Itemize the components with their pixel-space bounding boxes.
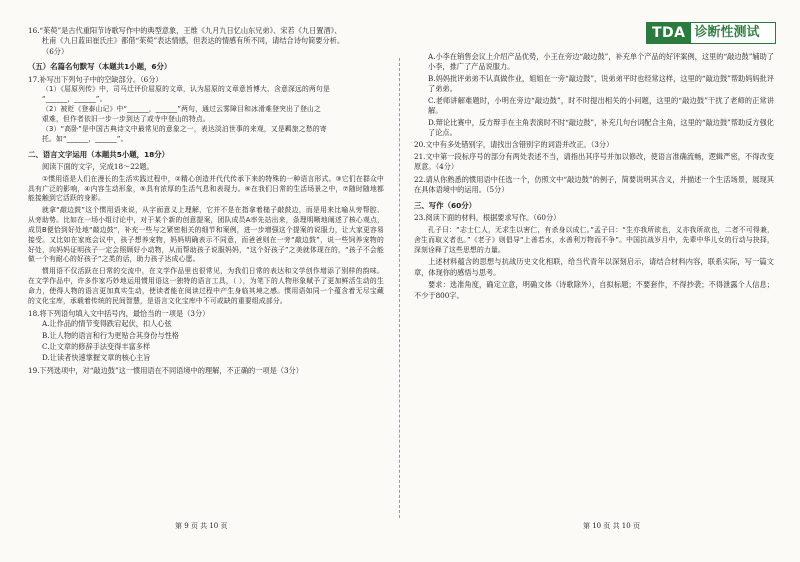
section-2-heading: 二、语言文字运用（本题共5小题，18分） (28, 149, 170, 159)
question-18 (28, 309, 384, 364)
badge-title: 诊断性测试 (694, 25, 760, 40)
q18-option-d: D.让读者快速掌握文章的核心主旨 (42, 353, 151, 363)
tda-logo: TDA (647, 23, 691, 43)
page-number-right: 第 10 页 共 10 页 (583, 522, 640, 530)
q17-s3a: （3）“高卧”是中国古典诗文中最常见的意象之一，表达淡泊世事的来观，又是羁旅之愁的寄 (42, 124, 327, 133)
question-20: 20.文中有多处错别字，请找出含错别字的词语并改正。（3分） (414, 139, 614, 149)
q16-line1: 16.“茱萸”是古代重阳节诗歌写作中的典型意象，王维《九月九日忆山东兄弟》、宋若《九日置酒》、 (28, 26, 342, 35)
writing-material: 孔子曰：“志士仁人，无求生以害仁，有杀身以成仁。”孟子曰：“生亦我所欲也，义亦我所欲也，二者不可得兼，舍生而取义者也。”《老子》则倡导“上善若水，水善利万物而不争”。中国抗战岁月中，先辈中华儿女的行动与抉择，深刻诠释了这些思想的力量。 (414, 225, 774, 254)
question-21: 21.文中第一段标序号的部分有两处表述不当，请指出其序号并加以修改，使语言准确流畅，逻辑严密，不得改变原意。（4分） (414, 151, 774, 172)
section-5-heading: （五）名篇名句默写（本题共1小题，6分） (28, 62, 172, 72)
writing-requirements: 要求：选准角度，确定立意，明确文体（诗歌除外），自拟标题；不要套作，不得抄袭；不得泄露个人信息；不少于800字。 (414, 280, 774, 300)
q19-option-d: D.辩论比赛中，反方辩手在主角表演时不时“敲边鼓”，补充几句台词配合主角，这里的“敲边鼓”帮助反方强化了论点。 (428, 117, 774, 138)
section-3-heading: 三、写作（60分） (414, 200, 477, 210)
q17-s3b: 托。如“______，______”。 (42, 134, 128, 143)
question-19: 19.下列选项中，对“敲边鼓”这一惯用语在不同语境中的理解，不正确的一项是（3分） (28, 365, 303, 375)
q18-option-a: A.让作品的情节变得跌宕起伏，扣人心弦 (42, 319, 172, 329)
question-22: 22.请从你熟悉的惯用语中任选一个，仿照文中“敲边鼓”的例子，简要说明其含义，并描述一个生活场景，展现其在具体语境中的运用。（5分） (414, 174, 774, 195)
q17-s2b: 艰难，但作者依旧一步一步到达了或寺中登山的特点。 (42, 115, 210, 124)
q17-stem: 17.补写出下列句子中的空缺部分。（6分） (28, 75, 163, 85)
q17-s1b: “______，______”。 (42, 95, 107, 104)
q19-option-a: A.小李在销售会议上介绍产品优势，小王在旁边“敲边鼓”，补充单个产品的好评案例，这里的“敲边鼓”辅助了小李，推广了产品说服力。 (428, 52, 774, 72)
column-divider (399, 58, 400, 518)
q18-option-c: C.让文章的修辞手法变得丰富多样 (42, 342, 151, 351)
tda-badge (646, 22, 776, 44)
question-16 (28, 26, 384, 57)
question-23: 23.阅读下面的材料，根据要求写作。（60分） (414, 213, 561, 223)
left-column (28, 26, 384, 378)
q19-option-c: C.老师讲解难题时，小明在旁边“敲边鼓”，时不时提出相关的小问题，这里的“敲边鼓”干扰了老师的正常讲解。 (428, 95, 774, 116)
passage-paragraph-2: 就拿“敲边鼓”这个惯用语来说，从字面意义上理解，它并不是在指拿着槌子敲鼓边，而是用来比喻从旁帮腔、从旁助势。比如在一场小组讨论中，对于某个新的创意提案，团队成员A率先站出来，条理明晰地阐述了核心观点，成员B便恰到好处地“敲边鼓”，补充一些与之紧密相关的细节和案例，进一步增强这个提案的说服力，让大家更容易接受。又比如在家庭会议中，孩子想养宠物，妈妈明确表示不同意，而爸爸则在一旁“敲边鼓”，说一些饲养宠物的好处，向妈妈证明孩子一定会照顾好小动物，从而帮助孩子说服妈妈，“这个好孩子”之美就体现在的，“孩子不会能做一个有耐心的好孩子”之类的话，助力孩子达成心愿。 (28, 206, 384, 264)
q16-line2: 杜甫《九日蓝田崔氏庄》都借“茱萸”表达情感，但表达的情感有所不同，请结合诗句简要分析。 (42, 36, 345, 46)
q17-s2a: （2）被贬《登泰山记》中“______，______”两句，通过云雾障目和冰滑难登突出了登山之 (42, 105, 322, 114)
page-number-left: 第 9 页 共 10 页 (175, 522, 228, 530)
passage-paragraph-3: 惯用语不仅活跃在日常的交流中，在文学作品里也很常见，为我们日常的表达和文学创作增添了别样的韵味。在文学作品中，许多作家巧妙地运用惯用语这一独特的语言工具，（ ），为笔下的人物形象赋予了更加鲜活生动的生命力，使得人物的语言更加真实生动，使读者能在阅读过程中产生身临其境之感。惯用语如同一个蕴含着无尽宝藏的文化宝库，承载着传统的民间智慧，是语言文化宝库中不可或缺的重要组成部分。 (28, 267, 384, 305)
reading-instruction: 阅读下面的文字，完成18～22题。 (42, 162, 154, 172)
q18-option-b: B.让人物的语言和行为更贴合其身份与性格 (42, 330, 179, 340)
right-column (414, 52, 774, 303)
question-17 (28, 75, 384, 145)
writing-task: 上述材料蕴含的思想与抗战历史文化相联，给当代青年以深刻启示，请结合材料内容，联系实际，写一篇文章，体现你的感悟与思考。 (414, 257, 774, 277)
q18-stem: 18.将下列语句填入文中括号内，最恰当的一项是（3分） (28, 308, 210, 318)
q19-option-b: B.妈妈批评弟弟不认真做作业，姐姐在一旁“敲边鼓”，说弟弟平时也经常这样，这里的“敲边鼓”帮助妈妈批评了弟弟。 (428, 73, 774, 94)
passage-paragraph-1: ①惯用语是人们在漫长的生活实践过程中，②精心创造并代代传承下来的特殊的一种语言形式。③它们在群众中具有广泛的影响，④内容生动形象，⑤具有浓厚的生活气息和表现力。⑥在我们日常的生活场景之中，⑦随时随地都能接触到它活跃的身影。 (28, 174, 384, 203)
q16-score: （6分） (42, 46, 69, 56)
q17-s1a: （1）《屈原列传》中，司马迁评价屈原的文章，认为屈原的文章意旨博大、含意深远的两句是 (42, 85, 330, 94)
